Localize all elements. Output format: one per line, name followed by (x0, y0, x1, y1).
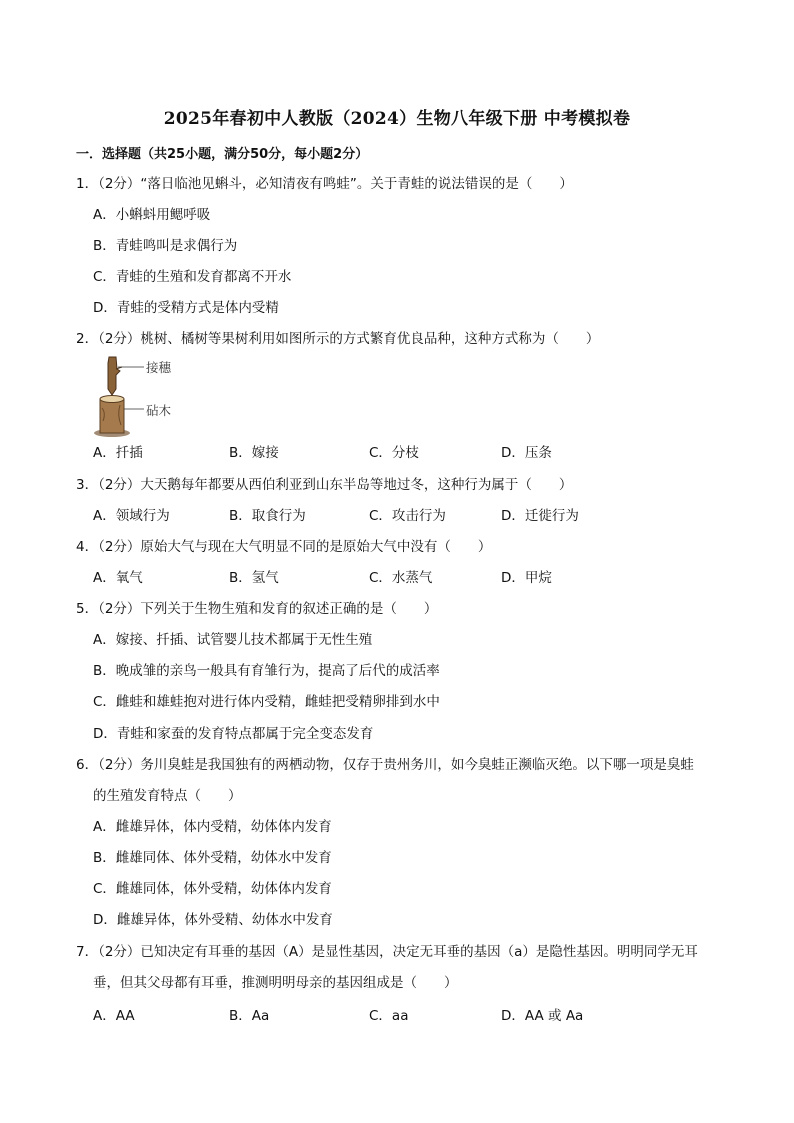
page-title: 2025年春初中人教版（2024）生物八年级下册 中考模拟卷 (163, 109, 631, 129)
question-1-option-c: C．青蛙的生殖和发育都离不开水 (93, 269, 292, 285)
question-7-option-c: C．aa (369, 1008, 409, 1024)
question-4-option-c: C．水蒸气 (369, 570, 433, 586)
question-5-option-d: D．青蛙和家蚕的发育特点都属于完全变态发育 (93, 726, 374, 742)
question-3-option-c: C．攻击行为 (369, 508, 446, 524)
question-3-option-a: A．领域行为 (93, 508, 170, 524)
question-7-stem-line-1: 7．（2分）已知决定有耳垂的基因（A）是显性基因，决定无耳垂的基因（a）是隐性基因。明明同学无耳 (76, 944, 698, 960)
question-6-option-a: A．雌雄异体，体内受精，幼体体内发育 (93, 819, 332, 835)
question-4-stem: 4．（2分）原始大气与现在大气明显不同的是原始大气中没有（ ） (76, 539, 492, 555)
question-5-option-a: A．嫁接、扦插、试管婴儿技术都属于无性生殖 (93, 632, 373, 648)
question-4-option-a: A．氧气 (93, 570, 143, 586)
question-2-option-d: D．压条 (501, 445, 552, 461)
question-7-option-b: B．Aa (229, 1008, 270, 1024)
question-2-stem: 2．（2分）桃树、橘树等果树利用如图所示的方式繁育优良品种，这种方式称为（ ） (76, 331, 600, 347)
section-heading: 一．选择题（共25小题，满分50分，每小题2分） (76, 147, 369, 162)
question-2-option-c: C．分枝 (369, 445, 419, 461)
grafting-figure (92, 353, 187, 439)
question-7-option-d: D．AA 或 Aa (501, 1008, 584, 1024)
question-6-option-d: D．雌雄异体，体外受精、幼体水中发育 (93, 912, 333, 928)
question-4-option-d: D．甲烷 (501, 570, 552, 586)
grafting-illustration-icon (92, 353, 187, 439)
question-2-option-a: A．扦插 (93, 445, 143, 461)
question-5-option-c: C．雌蛙和雄蛙抱对进行体内受精，雌蛙把受精卵排到水中 (93, 694, 440, 710)
question-1-option-d: D．青蛙的受精方式是体内受精 (93, 300, 279, 316)
question-4-option-b: B．氢气 (229, 570, 279, 586)
question-5-stem: 5．（2分）下列关于生物生殖和发育的叙述正确的是（ ） (76, 601, 438, 617)
question-6-stem-line-1: 6．（2分）务川臭蛙是我国独有的两栖动物，仅存于贵州务川，如今臭蛙正濒临灭绝。以下哪一项是臭蛙 (76, 757, 694, 773)
question-6-option-c: C．雌雄同体，体外受精，幼体体内发育 (93, 881, 332, 897)
question-1-option-a: A．小蝌蚪用鳃呼吸 (93, 207, 211, 223)
stock-label: 砧木 (146, 403, 172, 418)
question-3-stem: 3．（2分）大天鹅每年都要从西伯利亚到山东半岛等地过冬，这种行为属于（ ） (76, 477, 573, 493)
question-3-option-b: B．取食行为 (229, 508, 306, 524)
question-7-stem-line-2: 垂，但其父母都有耳垂，推测明明母亲的基因组成是（ ） (93, 975, 458, 991)
question-6-stem-line-2: 的生殖发育特点（ ） (93, 788, 242, 804)
scion-label: 接穗 (146, 360, 172, 375)
question-5-option-b: B．晚成雏的亲鸟一般具有育雏行为，提高了后代的成活率 (93, 663, 440, 679)
question-3-option-d: D．迁徙行为 (501, 508, 579, 524)
question-6-option-b: B．雌雄同体、体外受精，幼体水中发育 (93, 850, 332, 866)
question-1-option-b: B．青蛙鸣叫是求偶行为 (93, 238, 238, 254)
question-1-stem: 1．（2分）“落日临池见蝌斗，必知清夜有鸣蛙”。关于青蛙的说法错误的是（ ） (76, 176, 573, 192)
question-7-option-a: A．AA (93, 1008, 135, 1024)
question-2-option-b: B．嫁接 (229, 445, 279, 461)
